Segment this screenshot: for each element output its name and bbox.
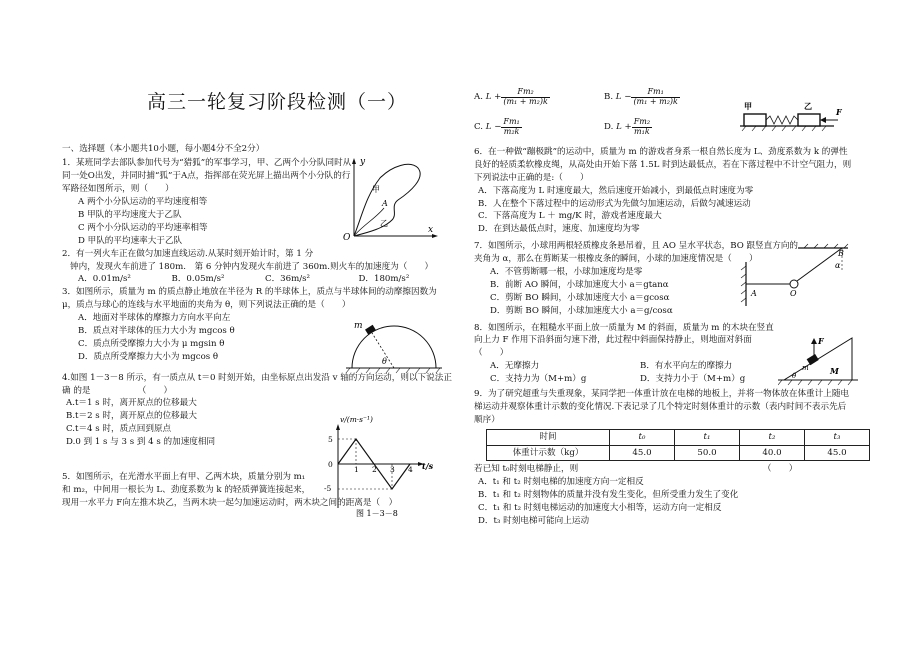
q8-small-m-label: m — [802, 364, 809, 372]
q6-option-d: D．在到达最低点时，速度、加速度均为零 — [478, 224, 640, 235]
q3-option-b: B．质点对半球体的压力大小为 mgcos θ — [78, 325, 235, 336]
q9-head-time: 时间 — [487, 429, 610, 445]
q1-x-label: x — [428, 225, 434, 235]
q9-row-label: 体重计示数（kg） — [487, 445, 610, 461]
q9-after-table: 若已知 t₀时刻电梯静止，则 （ ） — [474, 464, 798, 475]
q4-tick-x-3: 3 — [390, 465, 395, 474]
q4-tick-x-4: 4 — [408, 465, 413, 474]
q4-tick-y-neg5: -5 — [324, 484, 332, 493]
q9-table — [486, 429, 870, 462]
section-heading: 一、选择题（本小题共10小题，每小题4分不全2分） — [62, 143, 265, 154]
q7-stem: 7．如图所示，小球用两根轻质橡皮条悬吊着，且 AO 呈水平状态，BO 跟竖直方向的夹角为 α，那么在剪断某一根橡皮条的瞬间，小球的加速度情况是（ ） — [474, 241, 799, 265]
q8-stem: 8．如图所示，在粗糙水平面上放一质量为 M 的斜面，质量为 m 的木块在竖直向上力 F 作用下沿斜面匀速下滑，此过程中斜面保持静止，则地面对斜面（ ） — [474, 322, 774, 359]
q5-option-c-den: m₂k — [503, 126, 520, 136]
q1-option-c: C 两个小分队运动的平均速率相等 — [78, 222, 208, 233]
q5-option-b-label: B. — [604, 91, 614, 102]
q8-theta-label: θ — [792, 372, 797, 380]
q5-option-c-pre: L − — [485, 121, 502, 132]
q8-options-row1 — [474, 360, 790, 373]
q8-option-b: B．有水平向左的摩擦力 — [640, 361, 733, 372]
q9-head-t0: t₀ — [610, 429, 675, 445]
q1-yi-label: 乙 — [380, 219, 388, 228]
q4-option-d: D.0 到 1 s 与 3 s 到 4 s 的加速度相同 — [66, 437, 216, 448]
q4-tick-x-2: 2 — [372, 465, 377, 474]
q5-option-d-num: Fm₂ — [633, 116, 651, 126]
q9-head-t1: t₁ — [675, 429, 740, 445]
q2-stem-line1: 2．有一列火车正在做匀加速直线运动.从某时刻开始计时，第 1 分 — [62, 248, 314, 259]
q4-v-axis-arrow — [336, 424, 340, 430]
q5-option-d-pre: L + — [616, 121, 632, 132]
q3-stem: 3．如图所示，质量为 m 的质点静止地放在半径为 R 的半球体上，质点与半球体间的动摩擦因数为 μ，质点与球心的连线与水平地面的夹角为 θ，则下列说法正确的是（ ） — [62, 287, 437, 311]
q1-stem: 1．某班同学去部队参加代号为“猎狐”的军事学习，甲、乙两个小分队同时从同一处O出发，并同时捕“狐”于A点，指挥部在荧光屏上描出两个小分队的行军路径如图所示，则（ ） — [62, 158, 352, 195]
q5-stem-line3: 现用一水平力 F向左推木块乙，当两木块一起匀加速运动时，两木块之间的距离是（ ） — [62, 497, 398, 508]
q9-val-t3: 45.0 — [805, 445, 870, 461]
q4-stem: 4.如图 1－3－8 所示，有一质点从 t＝0 时刻开始，由坐标原点出发沿 v 轴的方向运动，则以下说法正确 的是 （ ） — [62, 372, 452, 396]
q1-option-a: A 两个小分队运动的平均速度相等 — [78, 197, 208, 208]
q5-option-b — [604, 84, 680, 110]
q5-option-a-num: Fm₂ — [501, 88, 549, 98]
q5-yi-label: 乙 — [804, 101, 812, 111]
q5-jia-label: 甲 — [744, 101, 752, 111]
q6-stem: 6．在一种做“蹦极跳”的运动中，质量为 m 的游戏者身系一根自然长度为 L、劲度系数为 k 的弹性良好的轻质柔软橡皮绳，从高处由开始下落 1.5L 时到达最低点，若在下落过程中不计空气阻力，则下列说法中正确的是:（ ） — [474, 147, 852, 183]
q1-point-a-label: A — [382, 199, 388, 208]
q4-tick-y-5: 5 — [328, 435, 333, 444]
q7-option-d: D．剪断 BO 瞬间，小球加速度大小 a＝g/cosα — [490, 305, 673, 316]
q8-option-d: D．支持力小于（M+m）g — [640, 374, 746, 385]
q4-option-c: C.t＝4 s 时，质点回到原点 — [66, 424, 172, 435]
q8-force-label: F — [818, 336, 824, 346]
q2-options — [62, 273, 452, 286]
q9-option-c: C．t₁ 和 t₂ 时刻电梯运动的加速度大小相等，运动方向一定相反 — [478, 503, 722, 514]
q7-option-c: C．剪断 BO 瞬间，小球加速度大小 a＝gcosα — [490, 292, 670, 303]
q3-theta-label: θ — [382, 357, 387, 366]
q2-option-b: B．0.05m/s² — [171, 274, 225, 285]
q7-ball-figure — [738, 242, 850, 308]
q1-y-label: y — [360, 157, 366, 167]
q8-big-m-label: M — [830, 366, 839, 376]
q2-option-d: D．180m/s² — [358, 274, 410, 285]
q4-vt-graph — [318, 412, 438, 522]
q9-option-b: B．t₁ 和 t₂ 时刻物体的质量并没有发生变化，但所受重力发生了变化 — [478, 490, 739, 501]
q5-option-a-pre: L + — [485, 91, 502, 102]
q5-option-c-label: C. — [474, 121, 484, 132]
q5-stem-line1: 5．如图所示，在光滑水平面上有甲、乙两木块，质量分别为 m₁ — [62, 471, 306, 482]
q4-tick-y-0: 0 — [328, 460, 333, 469]
q9-val-t1: 50.0 — [675, 445, 740, 461]
q1-option-b: B 甲队的平均速度大于乙队 — [78, 209, 182, 220]
q3-hemisphere-figure — [344, 316, 444, 374]
q5-option-c-num: Fm₁ — [503, 116, 520, 126]
q5-option-d-fraction — [632, 118, 652, 137]
q8-option-c: C．支持力为（M+m）g — [490, 374, 587, 385]
q1-origin-label: O — [343, 233, 351, 240]
q3-option-c: C．质点所受摩擦力大小为 μ mgsin θ — [78, 338, 225, 349]
q2-option-c: C．36m/s² — [265, 274, 311, 285]
q5-option-c-fraction — [501, 118, 521, 137]
q5-option-d — [604, 114, 652, 140]
q9-option-a: A．t₁ 和 t₂ 时刻电梯的加速度方向一定相反 — [478, 477, 644, 488]
q9-val-t2: 40.0 — [740, 445, 805, 461]
q5-option-b-fraction — [631, 88, 679, 107]
q1-path-figure — [340, 156, 440, 240]
table-row — [487, 445, 870, 461]
q7-point-a-label: A — [751, 289, 757, 298]
q9-stem: 9．为了研究超重与失重现象，某同学把一体重计放在电梯的地板上，并将一物体放在体重计上随电梯运动并观察体重计示数的变化情况.下表记录了几个特定时刻体重计的示数（表内时间不表示先后顺序） — [474, 389, 850, 425]
q5-option-d-den: m₁k — [634, 126, 650, 136]
q7-alpha-label: α — [835, 261, 841, 270]
q6-option-c: C．下落高度为 L ＋ mg/K 时，游戏者速度最大 — [478, 211, 662, 222]
q5-option-b-den: (m₁ + m₂)k — [633, 96, 678, 106]
q9-head-t2: t₂ — [740, 429, 805, 445]
q6-option-b: B．人在整个下落过程中的运动形式为先做匀加速运动，后做匀减速运动 — [478, 198, 751, 209]
table-row — [487, 429, 870, 445]
q4-figure-caption: 图 1－3－8 — [356, 509, 398, 518]
q5-blocks-figure — [738, 96, 848, 132]
q6-option-a: A．下落高度为 L 时速度最大，然后速度开始减小，到最低点时速度为零 — [478, 185, 754, 196]
q5-option-b-num: Fm₁ — [631, 88, 679, 98]
q5-option-b-pre: L − — [615, 91, 632, 102]
q3-mass-label: m — [354, 321, 363, 331]
q7-point-b-label: B — [838, 249, 844, 258]
q1-jia-label: 甲 — [372, 185, 380, 194]
q1-option-d: D 甲队的平均速率大于乙队 — [78, 235, 183, 246]
q8-options-row2 — [474, 373, 790, 386]
q4-option-b: B.t＝2 s 时，离开原点的位移最大 — [66, 411, 197, 422]
q5-option-a-fraction — [501, 88, 549, 107]
q5-option-a-label: A. — [474, 91, 483, 102]
q5-option-d-label: D. — [604, 121, 614, 132]
question-6 — [474, 146, 854, 236]
q5-option-c — [474, 114, 604, 140]
q8-option-a: A．无摩擦力 — [490, 361, 540, 372]
q4-option-a: A.t＝1 s 时，离开原点的位移最大 — [66, 398, 197, 409]
q7-point-o-label: O — [790, 289, 797, 298]
question-1 — [62, 157, 352, 247]
q2-option-a: A．0.01m/s² — [78, 274, 131, 285]
question-2 — [62, 248, 452, 287]
q5-option-a — [474, 84, 604, 110]
q4-x-axis-label: t/s — [422, 461, 434, 471]
q2-stem-line2: 钟内，发现火车前进了 180m. 第 6 分钟内发现火车前进了 360m.则火车的加速度为（ ） — [70, 261, 434, 272]
q3-option-a: A．地面对半球体的摩擦力方向水平向左 — [78, 313, 231, 324]
q4-y-axis-label: v/(m·s⁻¹) — [340, 415, 373, 424]
q7-option-b: B．前断 AO 瞬间，小球加速度大小 a＝gtanα — [490, 279, 669, 290]
q4-tick-x-1: 1 — [354, 465, 359, 474]
q3-option-d: D．质点所受摩擦力大小为 mgcos θ — [78, 351, 219, 362]
q5-stem-line2: 和 m₂，中间用一根长为 L、劲度系数为 k 的轻质弹簧连接起来， — [62, 484, 311, 495]
q9-option-d: D．t₃ 时刻电梯可能向上运动 — [478, 516, 590, 527]
question-9 — [474, 388, 854, 528]
q8-incline-figure — [778, 330, 858, 386]
q9-head-t3: t₃ — [805, 429, 870, 445]
page-title: 高三一轮复习阶段检测（一） — [146, 91, 407, 113]
q9-val-t0: 45.0 — [610, 445, 675, 461]
q5-force-label: F — [836, 107, 842, 117]
q5-option-a-den: (m₁ + m₂)k — [503, 96, 548, 106]
q7-option-a: A．不管剪断哪一根，小球加速度均是零 — [490, 267, 643, 278]
